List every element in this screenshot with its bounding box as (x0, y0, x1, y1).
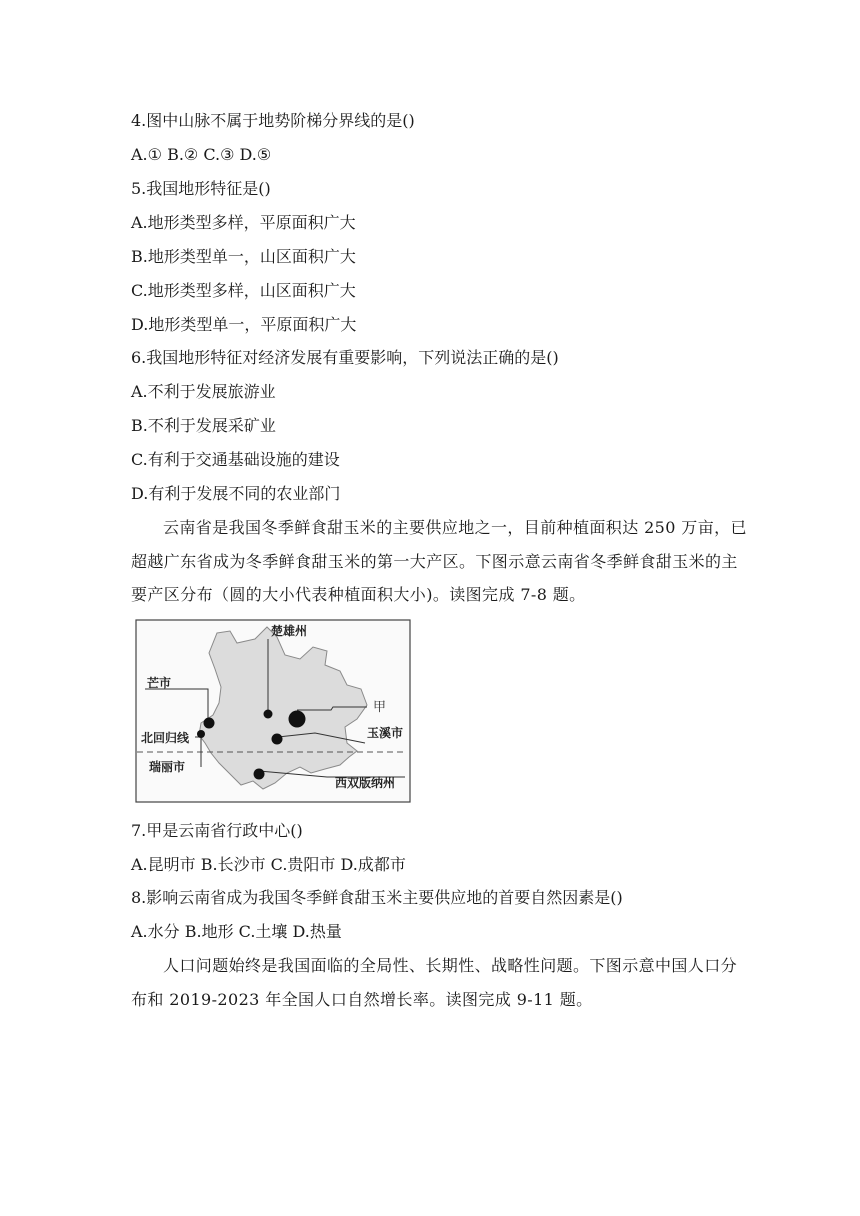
q5-option-d: D.地形类型单一，平原面积广大 (131, 315, 357, 334)
yunnan-passage-text: 云南省是我国冬季鲜食甜玉米的主要供应地之一，目前种植面积达 250 万亩，已超越广东省成为冬季鲜食甜玉米的第一大产区。下图示意云南省冬季鲜食甜玉米的主要产区分布（圆的大小代表种植面积大小)。读图完成 7-8 题。 (131, 518, 747, 604)
q4-options: A.① B.② C.③ D.⑤ (131, 145, 272, 164)
q7-options: A.昆明市 B.长沙市 C.贵阳市 D.成都市 (131, 855, 406, 874)
ruili-production-circle (197, 730, 205, 738)
q5-option-c: C.地形类型多样，山区面积广大 (131, 281, 356, 300)
q5-stem: 5.我国地形特征是() (131, 179, 271, 198)
q8-options: A.水分 B.地形 C.土壤 D.热量 (131, 922, 342, 941)
label-xishuangbanna: 西双版纳州 (335, 776, 396, 790)
population-passage (131, 949, 751, 1016)
jia-production-circle (289, 711, 306, 728)
q6-option-c: C.有利于交通基础设施的建设 (131, 450, 340, 469)
yunnan-map (135, 619, 411, 803)
label-yuxi: 玉溪市 (367, 726, 404, 740)
q6-option-a: A.不利于发展旅游业 (131, 382, 276, 401)
label-ruili: 瑞丽市 (149, 760, 186, 774)
label-mangshi: 芒市 (147, 676, 172, 690)
yunnan-passage (131, 511, 751, 612)
chuxiong-production-circle (264, 710, 273, 719)
yuxi-production-circle (272, 734, 283, 745)
label-tropic-of-cancer: 北回归线 (141, 731, 190, 745)
q4-stem: 4.图中山脉不属于地势阶梯分界线的是() (131, 111, 415, 130)
q5-option-b: B.地形类型单一，山区面积广大 (131, 247, 356, 266)
q6-stem: 6.我国地形特征对经济发展有重要影响，下列说法正确的是() (131, 348, 559, 367)
q8-stem: 8.影响云南省成为我国冬季鲜食甜玉米主要供应地的首要自然因素是() (131, 888, 623, 907)
mangshi-production-circle (204, 718, 215, 729)
xishuangbanna-production-circle (254, 769, 265, 780)
q6-option-d: D.有利于发展不同的农业部门 (131, 484, 341, 503)
q6-option-b: B.不利于发展采矿业 (131, 416, 276, 435)
population-passage-text: 人口问题始终是我国面临的全局性、长期性、战略性问题。下图示意中国人口分布和 2019-2023 年全国人口自然增长率。读图完成 9-11 题。 (131, 956, 738, 1009)
label-jia: 甲 (373, 700, 387, 715)
q5-option-a: A.地形类型多样，平原面积广大 (131, 213, 356, 232)
label-chuxiong: 楚雄州 (271, 624, 308, 638)
q7-stem: 7.甲是云南省行政中心() (131, 821, 303, 840)
